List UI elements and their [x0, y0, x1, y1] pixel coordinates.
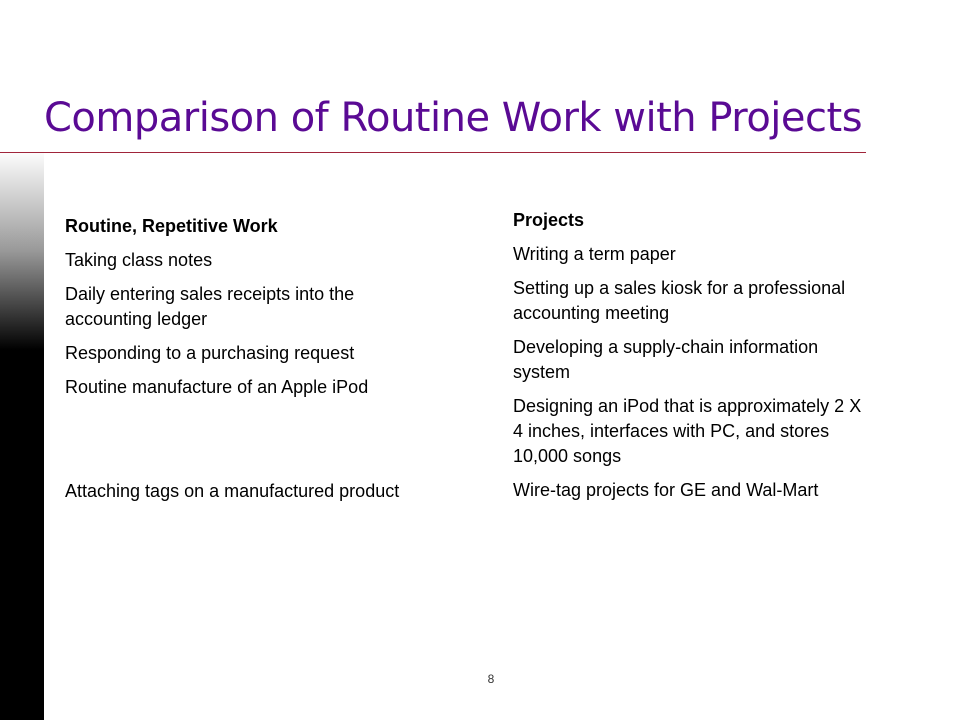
routine-item: Responding to a purchasing request [65, 343, 355, 363]
project-item: Designing an iPod that is approximately 2 X 4 inches, interfaces with PC, and stores 10,000 songs [513, 396, 862, 466]
page-number: 8 [487, 672, 495, 686]
routine-work-heading: Routine, Repetitive Work [65, 216, 278, 236]
project-item: Wire-tag projects for GE and Wal-Mart [513, 480, 819, 500]
project-item: Setting up a sales kiosk for a professional accounting meeting [513, 278, 846, 323]
routine-item: Daily entering sales receipts into the accounting ledger [65, 284, 355, 329]
routine-item: Taking class notes [65, 250, 213, 270]
project-item: Writing a term paper [513, 244, 676, 264]
routine-item: Routine manufacture of an Apple iPod [65, 377, 369, 397]
projects-heading: Projects [513, 210, 585, 230]
side-gradient-bar [0, 0, 44, 720]
project-item: Developing a supply-chain information system [513, 337, 819, 382]
title-underline [0, 152, 866, 153]
slide-title: Comparison of Routine Work with Projects [44, 95, 863, 141]
routine-work-column [65, 214, 445, 513]
projects-column [513, 208, 873, 512]
routine-item: Attaching tags on a manufactured product [65, 481, 400, 501]
